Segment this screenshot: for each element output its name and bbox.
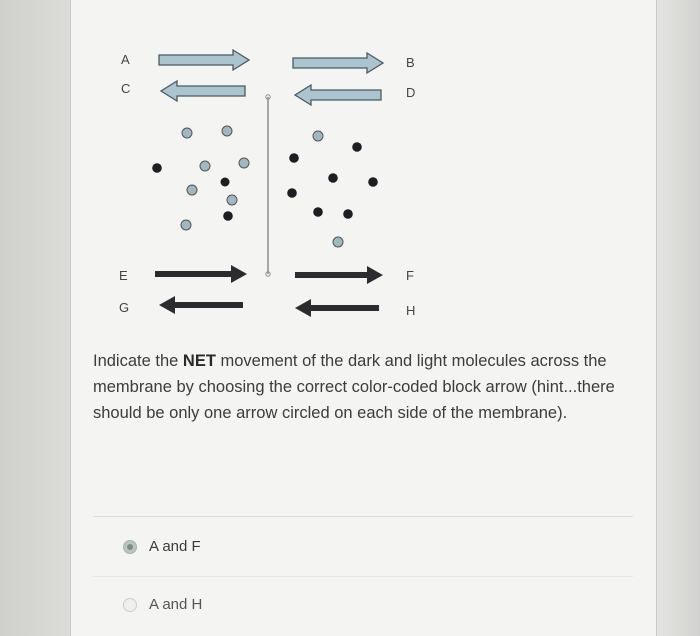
background-right	[655, 0, 700, 636]
background-left	[0, 0, 70, 636]
label-a: A	[121, 52, 130, 67]
question-card	[70, 0, 657, 636]
option-a-and-f[interactable]	[123, 538, 201, 555]
label-h: H	[406, 303, 416, 318]
membrane-diagram	[71, 0, 656, 335]
arrow-e	[155, 265, 247, 283]
option-separator	[93, 576, 633, 577]
label-f: F	[406, 268, 414, 283]
answer-divider	[93, 516, 633, 517]
option-a-and-h[interactable]	[123, 596, 202, 613]
option-label: A and H	[149, 596, 203, 613]
radio-unselected-icon[interactable]	[123, 598, 137, 612]
question-text-after: movement of the dark and light molecules across the membrane by choosing the correct color-coded block arrow (hint...there should be only one arrow circled on each side of the membrane).	[93, 352, 615, 422]
question-emphasis: NET	[182, 352, 216, 370]
arrow-h	[295, 299, 379, 317]
arrow-g	[159, 296, 243, 314]
label-d: D	[406, 85, 416, 100]
label-b: B	[406, 55, 415, 70]
arrow-f	[295, 266, 383, 284]
arrow-c	[161, 81, 245, 101]
radio-selected-icon[interactable]	[123, 540, 137, 554]
label-c: C	[121, 81, 131, 96]
molecules-left	[152, 126, 249, 230]
option-label: A and F	[149, 538, 201, 555]
arrow-d	[295, 85, 381, 105]
diagram-svg	[71, 0, 656, 335]
question-text	[93, 348, 638, 426]
label-g: G	[119, 300, 130, 315]
label-e: E	[119, 268, 128, 283]
molecules-right	[287, 131, 378, 247]
question-text-before: Indicate the	[93, 352, 183, 370]
arrow-a	[159, 50, 249, 70]
arrow-b	[293, 53, 383, 73]
